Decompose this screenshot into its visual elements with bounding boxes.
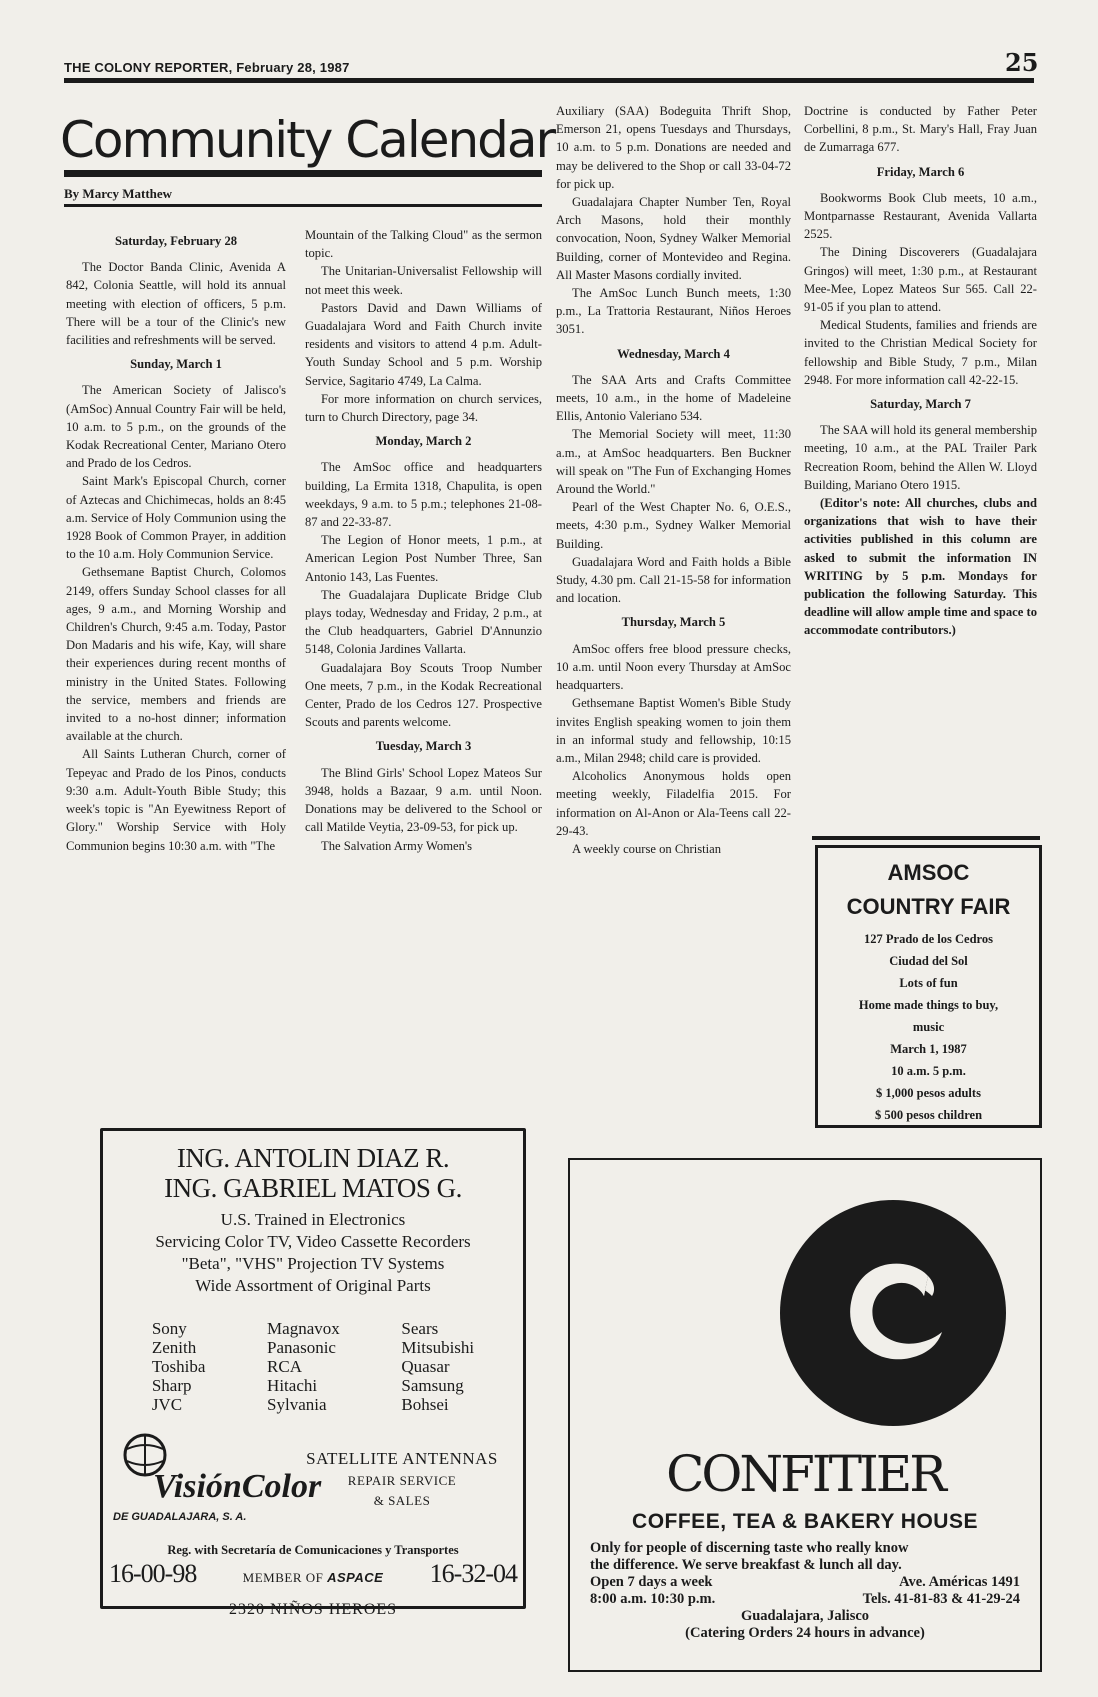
confitier-name: CONFITIER	[666, 1445, 944, 1503]
brand-name: Sharp	[151, 1376, 192, 1395]
calendar-entry: The Legion of Honor meets, 1 p.m., at American Legion Post Number Three, San Antonio 143, Las Fuentes.	[305, 533, 542, 584]
calendar-entry: Gethsemane Baptist Women's Bible Study invites English speaking women to join them in an informal study and fellowship, 10:15 a.m., Milan 2948; child care is provided.	[556, 696, 791, 765]
brand-name: Samsung	[401, 1376, 464, 1395]
satellite-line: & SALES	[373, 1493, 431, 1508]
calendar-entry: A weekly course on Christian	[572, 841, 721, 856]
satellite-heading: SATELLITE ANTENNAS	[306, 1449, 498, 1468]
calendar-entry: The American Society of Jalisco's (AmSoc) Annual Country Fair will be held, 10 a.m. to 5 p.m., on the grounds of the Kodak Recreational Center, Mariano Otero and Prado de los Cedros.	[66, 383, 286, 471]
brand-name: JVC	[151, 1395, 183, 1414]
calendar-entry: The Salvation Army Women's	[321, 838, 473, 853]
calendar-entry: The Blind Girls' School Lopez Mateos Sur 3948, holds a Bazaar, 9 a.m. until Noon. Donations may be delivered to the School or call Matilde Veytia, 23-09-53, for pick up.	[305, 765, 542, 835]
amsoc-ad-title: AMSOC	[887, 860, 970, 885]
calendar-entry: Bookworms Book Club meets, 10 a.m., Montparnasse Restaurant, Avenida Vallarta 2525.	[804, 190, 1037, 242]
calendar-entry: The Dining Discoverers (Guadalajara Gringos) will meet, 1:30 p.m., at Restaurant Mee-Mee, Lopez Mateos Sur 565. Call 22-91-05 if you plan to attend.	[804, 245, 1037, 315]
amsoc-ad-line: $ 500 pesos children	[874, 1108, 983, 1122]
confitier-catering: (Catering Orders 24 hours in advance)	[685, 1625, 925, 1641]
brand-column	[267, 1319, 340, 1414]
brand-name: Zenith	[151, 1338, 197, 1357]
calendar-entry: All Saints Lutheran Church, corner of Tepeyac and Prado de los Pinos, conducts 9:30 a.m. Adult-Youth Bible Study; this week's topic is "An Eyewitness Report of Glory." Worship Service with Holy Communion begins 10:30 a.m. with "The	[66, 747, 286, 853]
phone-number: 16-00-98	[109, 1559, 197, 1588]
column-1	[66, 226, 286, 855]
header-rule	[64, 78, 1034, 83]
column-2	[305, 226, 542, 855]
amsoc-ad-subtitle: COUNTRY FAIR	[846, 894, 1011, 919]
confitier-row	[590, 1574, 1020, 1591]
vision-color-logo	[113, 1425, 322, 1515]
brand-name: Toshiba	[151, 1357, 206, 1376]
calendar-entry: Pastors David and Dawn Williams of Guadalajara Word and Faith Church invite residents and visitors to attend 4 p.m. Adult-Youth Sunday School and 5 p.m. Worship Service, Sagitario 4749, La Calma.	[305, 300, 542, 388]
brand-column	[152, 1319, 206, 1414]
logo-wordmark: VisiónColor	[153, 1468, 322, 1505]
calendar-entry: The Guadalajara Duplicate Bridge Club plays today, Wednesday and Friday, 2 p.m., at the Club headquarters, Gabriel D'Annunzio 5148, Colonia Jardines Vallarta.	[305, 587, 542, 657]
ad-name-line: ING. ANTOLIN DIAZ R.	[176, 1143, 450, 1173]
page-number: 25	[1005, 48, 1039, 77]
brand-name: Quasar	[401, 1357, 450, 1376]
confitier-hours: Open 7 days a week	[590, 1574, 713, 1590]
amsoc-ad-line: Home made things to buy,	[858, 998, 999, 1012]
confitier-line: the difference. We serve breakfast & lunch all day.	[590, 1557, 902, 1573]
brand-name: Magnavox	[267, 1319, 340, 1338]
title-rule	[64, 170, 542, 177]
brand-list	[121, 1319, 505, 1414]
calendar-entry: The AmSoc office and headquarters building, La Ermita 1318, Chapulita, is open weekdays, 9 a.m. to 5 p.m.; telephones 21-08-87 and 22-33-87.	[305, 460, 542, 530]
calendar-entry: Mountain of the Talking Cloud" as the sermon topic.	[305, 228, 542, 261]
calendar-entry: Guadalajara Boy Scouts Troop Number One meets, 7 p.m., in the Kodak Recreational Center, Prado de los Cedros 127. Prospective Scouts and parents welcome.	[305, 660, 542, 730]
calendar-entry: Pearl of the West Chapter No. 6, O.E.S., meets, 4:30 p.m., Sydney Walker Memorial Building.	[556, 500, 791, 551]
membership	[243, 1570, 384, 1586]
confitier-phones: Tels. 41-81-83 & 41-29-24	[862, 1591, 1020, 1607]
calendar-entry: Medical Students, families and friends are invited to the Christian Medical Society for fellowship and Bible Study, 7 p.m., Milan 2948. For more information call 42-22-15.	[804, 318, 1037, 387]
calendar-entry: Gethsemane Baptist Church, Colomos 2149, offers Sunday School classes for all ages, 9 a.m., and Morning Worship and Children's Church, 9:45 a.m. Today, Pastor Don Madaris and his wife, Kay, will share their experiences during recent months of ministry in the United States. Following the service, members and friends are invited to a no-host dinner; information available at the church.	[66, 565, 286, 744]
calendar-entry: For more information on church services, turn to Church Directory, page 34.	[305, 391, 542, 425]
column-4	[804, 102, 1037, 640]
electronics-repair-ad	[100, 1128, 526, 1618]
brand-name: Sears	[401, 1319, 439, 1338]
logo-subtitle: DE GUADALAJARA, S. A.	[113, 1511, 247, 1523]
confitier-details	[590, 1540, 1020, 1642]
day-heading: Saturday, February 28	[114, 234, 238, 248]
confitier-time: 8:00 a.m. 10:30 p.m.	[590, 1591, 716, 1607]
day-heading: Saturday, March 7	[870, 397, 971, 412]
brand-name: Panasonic	[267, 1338, 336, 1357]
calendar-entry: Auxiliary (SAA) Bodeguita Thrift Shop, Emerson 21, opens Tuesdays and Thursdays, 10 a.m. to 5 p.m. Donations are needed and may be delivered to the Shop or call 33-04-72 for pick up.	[556, 104, 791, 191]
amsoc-ad-line: March 1, 1987	[890, 1042, 967, 1056]
ad-service-line: Servicing Color TV, Video Cassette Recorders	[155, 1232, 471, 1251]
satellite-block	[291, 1449, 513, 1509]
brand-name: Hitachi	[267, 1376, 318, 1395]
brand-column	[401, 1319, 474, 1414]
day-heading: Thursday, March 5	[621, 615, 726, 630]
phone-row	[109, 1559, 517, 1589]
registration-line: Reg. with Secretaría de Comunicaciones y Transportes	[167, 1543, 459, 1557]
calendar-entry: The Memorial Society will meet, 11:30 a.m., at AmSoc headquarters. Ben Buckner will speak on "The Fun of Exchanging Homes Around the World."	[556, 427, 791, 497]
amsoc-country-fair-ad	[815, 845, 1042, 1128]
calendar-entry: Guadalajara Chapter Number Ten, Royal Arch Masons, hold their monthly convocation, Noon, Sydney Walker Memorial Building, corner of Montevideo and Regina. All Master Masons cordially invited.	[556, 195, 791, 282]
calendar-entry: Guadalajara Word and Faith holds a Bible Study, 4.30 pm. Call 21-15-58 for information and location.	[556, 554, 791, 606]
confitier-tagline: COFFEE, TEA & BAKERY HOUSE	[632, 1510, 978, 1533]
amsoc-ad-line: $ 1,000 pesos adults	[876, 1086, 981, 1100]
brand-name: Sylvania	[267, 1395, 327, 1414]
calendar-entry: The SAA Arts and Crafts Committee meets, 10 a.m., in the home of Madeleine Ellis, Antonio Valeriano 534.	[556, 372, 791, 424]
day-heading: Tuesday, March 3	[375, 739, 472, 754]
confitier-address: Ave. Américas 1491	[899, 1574, 1020, 1590]
satellite-line: REPAIR SERVICE	[347, 1473, 457, 1488]
byline: By Marcy Matthew	[64, 186, 173, 201]
day-heading: Wednesday, March 4	[617, 346, 730, 361]
calendar-entry: The SAA will hold its general membership meeting, 10 a.m., at the PAL Trailer Park Recreation Room, behind the Allen W. Lloyd Building, Mariano Otero 1915.	[804, 423, 1037, 492]
confitier-ad	[568, 1158, 1042, 1672]
ad-name-line: ING. GABRIEL MATOS G.	[164, 1173, 462, 1203]
calendar-entry: The Unitarian-Universalist Fellowship will not meet this week.	[305, 264, 542, 297]
publication-header: THE COLONY REPORTER, February 28, 1987	[64, 60, 350, 75]
ad-service-line: U.S. Trained in Electronics	[220, 1210, 406, 1229]
confitier-row	[590, 1591, 1020, 1608]
member-org: ASPACE	[327, 1570, 384, 1585]
confitier-city: Guadalajara, Jalisco	[740, 1608, 870, 1624]
brand-name: Bohsei	[401, 1395, 449, 1414]
calendar-entry: The AmSoc Lunch Bunch meets, 1:30 p.m., La Trattoria Restaurant, Niños Heroes 3051.	[556, 286, 791, 337]
member-label: MEMBER OF	[242, 1570, 324, 1585]
calendar-entry: Saint Mark's Episcopal Church, corner of Aztecas and Chichimecas, holds an 8:45 a.m. Service of Holy Communion using the 1928 Book of Common Prayer, in addition to the 10 a.m. Holy Communion Service.	[66, 474, 286, 562]
phone-number: 16-32-04	[429, 1559, 517, 1588]
calendar-entry: The Doctor Banda Clinic, Avenida A 842, Colonia Seattle, will hold its annual meeting with election of officers, 5 p.m. There will be a tour of the Clinic's new facilities and refreshments will be served.	[66, 260, 286, 348]
confitier-logo-icon	[778, 1198, 1008, 1428]
amsoc-ad-line: 127 Prado de los Cedros	[864, 932, 993, 946]
calendar-entry: Alcoholics Anonymous holds open meeting weekly, Filadelfia 2015. For information on Al-Anon or Ala-Teens call 22-29-43.	[556, 769, 791, 838]
ad-service-line: "Beta", "VHS" Projection TV Systems	[181, 1254, 445, 1273]
day-heading: Friday, March 6	[876, 164, 965, 179]
calendar-entry: Doctrine is conducted by Father Peter Corbellini, 8 p.m., St. Mary's Hall, Fray Juan de Zumarraga 677.	[804, 104, 1037, 155]
day-heading: Monday, March 2	[375, 434, 472, 449]
amsoc-ad-line: 10 a.m. 5 p.m.	[891, 1064, 966, 1078]
editors-note: (Editor's note: All churches, clubs and organizations that wish to have their activities published in this column are asked to submit the information IN WRITING by 5 p.m. Mondays for publication the following Saturday. This deadline will allow ample time and space to accommodate contributors.)	[804, 496, 1037, 638]
confitier-line: Only for people of discerning taste who really know	[590, 1540, 909, 1556]
day-heading: Sunday, March 1	[130, 357, 222, 372]
ad-address: 2320 NIÑOS HEROES	[228, 1601, 398, 1618]
calendar-entry: AmSoc offers free blood pressure checks, 10 a.m. until Noon every Thursday at AmSoc headquarters.	[556, 641, 791, 693]
page-title: Community Calendar	[60, 111, 555, 169]
ad-service-line: Wide Assortment of Original Parts	[195, 1276, 431, 1295]
byline-rule	[64, 204, 542, 207]
brand-name: Sony	[151, 1319, 187, 1338]
amsoc-ad-line: Ciudad del Sol	[889, 954, 968, 968]
amsoc-ad-rule	[812, 836, 1040, 840]
brand-name: Mitsubishi	[401, 1338, 475, 1357]
column-3	[556, 102, 791, 858]
brand-name: RCA	[267, 1357, 303, 1376]
amsoc-ad-line: music	[912, 1020, 945, 1034]
amsoc-ad-line: Lots of fun	[899, 976, 958, 990]
